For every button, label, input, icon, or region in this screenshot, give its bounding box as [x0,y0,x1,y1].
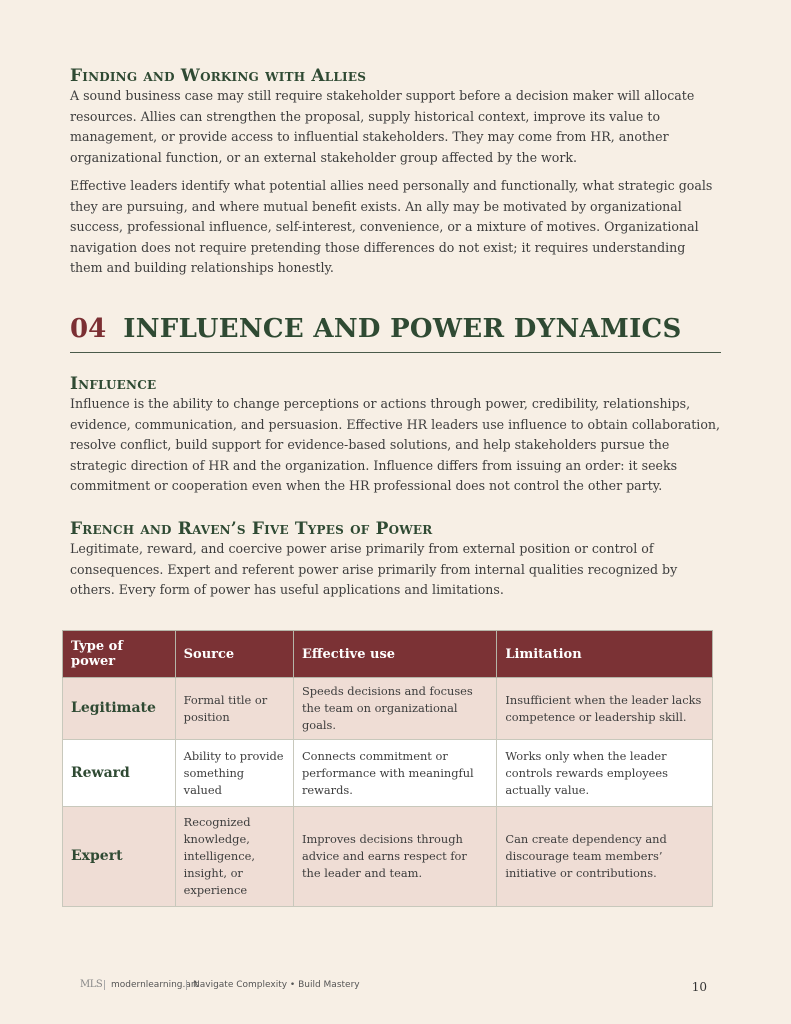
section-influence [70,374,721,497]
table-header-row [63,631,713,678]
cell-source: Recognized knowledge, intelligence, insight, or experience [175,807,293,907]
allies-heading: Finding and Working with Allies [70,66,367,86]
chapter-title: INFLUENCE AND POWER DYNAMICS [123,314,682,344]
footer-tagline: Navigate Complexity • Build Mastery [186,980,360,990]
section-allies [70,66,721,279]
cell-source: Ability to provide something valued [175,740,293,807]
table-row [63,740,713,807]
header-limitation: Limitation [497,631,713,678]
cell-use: Connects commitment or performance with meaningful rewards. [293,740,496,807]
brand-logo: MLS [80,979,103,990]
header-effective-use: Effective use [293,631,496,678]
cell-limitation: Insufficient when the leader lacks competence or leadership skill. [497,678,713,740]
allies-paragraph-1: A sound business case may still require stakeholder support before a decision maker will allocate resources. Allies can strengthen the proposal, supply historical context, improve its value to management, or provide access to influential stakeholders. They may come from HR, another organizational function, or an external stakeholder group affected by the work. [70,88,695,165]
cell-limitation: Can create dependency and discourage team members’ initiative or contributions. [497,807,713,907]
chapter-number: 04 [70,314,107,344]
cell-source: Formal title or position [175,678,293,740]
section-power-types [70,519,721,601]
allies-paragraph-2: Effective leaders identify what potential allies need personally and functionally, what strategic goals they are pursuing, and where mutual benefit exists. An ally may be motivated by organizational success, professional influence, self-interest, convenience, or a mixture of motives. Organizational navigation does not require pretending those differences do not exist; it requires understanding them and building relationships honestly. [70,178,713,275]
table-row [63,807,713,907]
page-footer [80,978,710,998]
influence-heading: Influence [70,374,157,394]
cell-type: Expert [63,807,176,907]
cell-type: Legitimate [63,678,176,740]
power-heading: French and Raven’s Five Types of Power [70,519,433,539]
power-types-table [62,630,713,907]
header-source: Source [175,631,293,678]
table-row [63,678,713,740]
page-number: 10 [691,980,707,994]
header-type: Type of power [63,631,176,678]
cell-use: Speeds decisions and focuses the team on organizational goals. [293,678,496,740]
cell-limitation: Works only when the leader controls rewards employees actually value. [497,740,713,807]
cell-type: Reward [63,740,176,807]
footer-site-link[interactable]: modernlearning.art [104,980,198,990]
power-paragraph: Legitimate, reward, and coercive power arise primarily from external position or control of consequences. Expert and referent power arise primarily from internal qualities recognized by others. Every form of power has useful applications and limitations. [70,541,678,597]
chapter-heading [70,314,721,353]
influence-paragraph: Influence is the ability to change perceptions or actions through power, credibility, relationships, evidence, communication, and persuasion. Effective HR leaders use influence to obtain collaboration, resolve conflict, build support for evidence-based solutions, and help stakeholders pursue the strategic direction of HR and the organization. Influence differs from issuing an order: it seeks commitment or cooperation even when the HR professional does not control the other party. [70,396,721,493]
cell-use: Improves decisions through advice and earns respect for the leader and team. [293,807,496,907]
